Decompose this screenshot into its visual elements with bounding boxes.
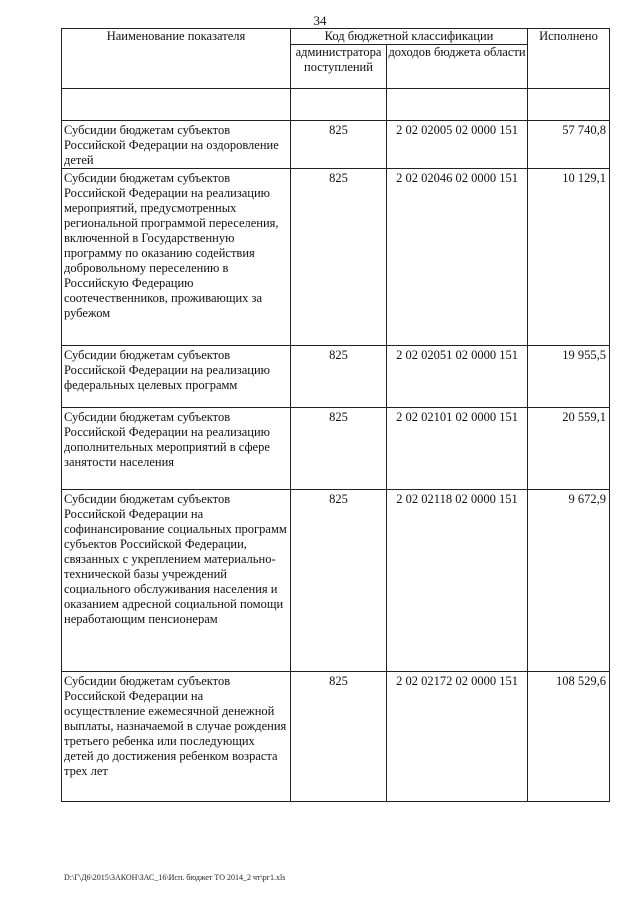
row-income-code: 2 02 02051 02 0000 151 [387, 346, 528, 408]
row-name: Субсидии бюджетам субъектов Российской Федерации на оздоровление детей [62, 121, 291, 169]
row-amount: 9 672,9 [528, 490, 610, 672]
header-code-group: Код бюджетной классификации [291, 29, 528, 45]
page-number: 34 [313, 13, 327, 28]
header-spacer-cell [291, 89, 387, 121]
row-admin-code: 825 [291, 490, 387, 672]
header-spacer-cell [62, 89, 291, 121]
row-name: Субсидии бюджетам субъектов Российской Федерации на реализацию дополнительных мероприятий в сфере занятости населения [62, 408, 291, 490]
row-name: Субсидии бюджетам субъектов Российской Федерации на осуществление ежемесячной денежной выплаты, назначаемой в случае рождения третьего ребенка или последующих детей до достижения ребенком возраста трех лет [62, 672, 291, 802]
row-amount: 108 529,6 [528, 672, 610, 802]
row-amount: 57 740,8 [528, 121, 610, 169]
table-row [62, 490, 610, 672]
header-admin: администратора поступлений [291, 45, 387, 89]
budget-table [61, 28, 610, 802]
row-income-code: 2 02 02005 02 0000 151 [387, 121, 528, 169]
row-admin-code: 825 [291, 672, 387, 802]
row-amount: 20 559,1 [528, 408, 610, 490]
row-income-code: 2 02 02046 02 0000 151 [387, 169, 528, 346]
row-admin-code: 825 [291, 408, 387, 490]
header-spacer-cell [387, 89, 528, 121]
table-row [62, 408, 610, 490]
row-amount: 10 129,1 [528, 169, 610, 346]
row-income-code: 2 02 02172 02 0000 151 [387, 672, 528, 802]
row-income-code: 2 02 02118 02 0000 151 [387, 490, 528, 672]
header-spacer-cell [528, 89, 610, 121]
header-executed: Исполнено [528, 29, 610, 89]
row-admin-code: 825 [291, 346, 387, 408]
row-admin-code: 825 [291, 121, 387, 169]
row-income-code: 2 02 02101 02 0000 151 [387, 408, 528, 490]
row-name: Субсидии бюджетам субъектов Российской Федерации на реализацию федеральных целевых программ [62, 346, 291, 408]
row-amount: 19 955,5 [528, 346, 610, 408]
table-row [62, 672, 610, 802]
table-row [62, 121, 610, 169]
row-name: Субсидии бюджетам субъектов Российской Федерации на софинансирование социальных программ субъектов Российской Федерации, связанных с укреплением материально-технической базы учреждений социального обслуживания населения и оказанием адресной социальной помощи неработающим пенсионерам [62, 490, 291, 672]
file-path-footer: D:\Г\Д6\2015\ЗАКОН\ЗАС_16\Исп. бюджет ТО 2014_2 чт\рг1.xls [64, 873, 286, 882]
header-name: Наименование показателя [62, 29, 291, 89]
row-name: Субсидии бюджетам субъектов Российской Федерации на реализацию мероприятий, предусмотренных региональной программой переселения, включенной в Государственную программу по оказанию содействия добровольному переселению в Российскую Федерацию соотечественников, проживающих за рубежом [62, 169, 291, 346]
table-row [62, 169, 610, 346]
row-admin-code: 825 [291, 169, 387, 346]
header-income: доходов бюджета области [387, 45, 528, 89]
table-row [62, 346, 610, 408]
